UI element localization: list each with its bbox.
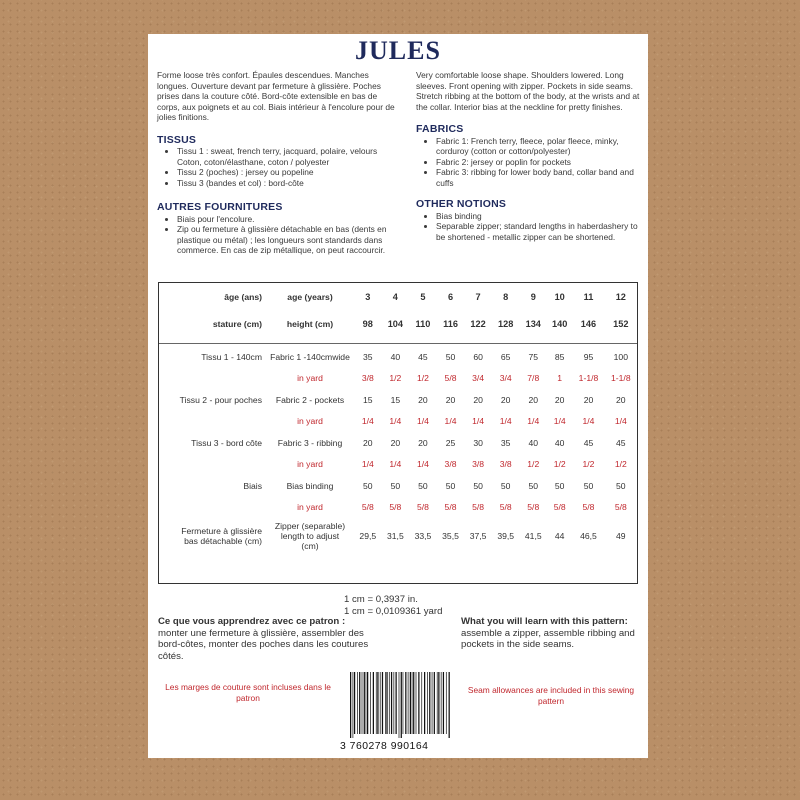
- zip-cell: 33,5: [414, 531, 432, 541]
- table-row: [159, 475, 637, 497]
- yard-cell: 5/8: [527, 502, 540, 513]
- yard-cell: 5/8: [614, 502, 627, 513]
- age-cell: 11: [583, 291, 594, 302]
- height-cell: 146: [580, 318, 597, 329]
- yard-cell: 1/4: [416, 416, 429, 427]
- cm-cell: 50: [554, 480, 565, 491]
- yard-cell: 1/2: [614, 459, 627, 470]
- cm-cell: 50: [418, 480, 428, 491]
- barcode-digits: 3 760278 990164: [340, 741, 429, 752]
- list-item: • Fabric 3: ribbing for lower body band, collar band and cuffs: [436, 167, 642, 188]
- row-label-en: Fabric 2 - pockets: [275, 394, 345, 405]
- empty-cell: [159, 411, 266, 433]
- learn-fr: [158, 616, 378, 662]
- barcode-bar: [427, 672, 428, 734]
- learn-en: [461, 616, 651, 651]
- barcode-bar: [357, 672, 358, 734]
- yard-cell: 5/8: [389, 502, 402, 513]
- height-label-en: height (cm): [286, 318, 334, 329]
- separator-line: [159, 343, 637, 344]
- zip-label-line: length to adjust: [280, 531, 340, 541]
- cm-cell: 20: [500, 394, 511, 405]
- barcode-bar: [367, 672, 368, 734]
- cm-cell: 50: [528, 480, 539, 491]
- list-item: • Biais pour l'encolure.: [177, 214, 395, 225]
- yard-cell: 1/4: [582, 416, 595, 427]
- barcode-bar: [394, 672, 395, 734]
- cm-cell: 40: [528, 437, 539, 448]
- zip-cell: 39,5: [497, 531, 515, 541]
- english-column: [416, 70, 642, 242]
- table-row: [159, 411, 637, 433]
- zip-label-line: bas détachable (cm): [184, 536, 262, 546]
- yard-cell: 5/8: [416, 502, 429, 513]
- zip-cell: 44: [554, 531, 565, 541]
- age-cell: 10: [554, 291, 565, 302]
- row-separator: [159, 337, 637, 346]
- table-row: [159, 346, 637, 368]
- cm-cell: 25: [445, 437, 456, 448]
- barcode-bar: [405, 672, 406, 734]
- cm-cell: 85: [554, 351, 565, 362]
- zip-cell: 31,5: [387, 531, 404, 541]
- list-item: • Tissu 2 (poches) : jersey ou popeline: [177, 167, 395, 178]
- cm-cell: 50: [445, 351, 456, 362]
- zip-cell: 49: [616, 531, 626, 541]
- fr-tissus-list: [157, 146, 395, 188]
- yard-cell: 7/8: [527, 373, 540, 384]
- row-label-fr: Biais: [243, 480, 262, 491]
- yard-cell: 1: [557, 373, 563, 384]
- en-notions-heading: OTHER NOTIONS: [416, 198, 507, 210]
- height-cell: 152: [613, 318, 629, 329]
- row-label-fr: Tissu 2 - pour poches: [179, 394, 262, 405]
- height-label-fr: stature (cm): [212, 318, 262, 329]
- yard-cell: 1/2: [582, 459, 595, 470]
- yard-cell: 1/2: [553, 459, 566, 470]
- cm-cell: 20: [616, 394, 626, 405]
- cm-cell: 40: [390, 351, 401, 362]
- yard-cell: 5/8: [582, 502, 595, 513]
- zip-label-line: Fermeture à glissière: [181, 526, 262, 536]
- age-label-fr: âge (ans): [224, 291, 262, 302]
- yard-cell: 1/2: [527, 459, 540, 470]
- barcode-bar: [424, 672, 425, 734]
- cm-cell: 15: [363, 394, 373, 405]
- empty-cell: [159, 454, 266, 476]
- barcode-bar: [354, 672, 355, 734]
- barcode-bar: [432, 672, 433, 734]
- age-cell: 7: [475, 291, 481, 302]
- barcode-bar: [438, 672, 439, 734]
- yard-cell: 5/8: [444, 502, 457, 513]
- yard-cell: 1/4: [499, 416, 512, 427]
- barcode-bar: [382, 672, 383, 734]
- yard-cell: 3/8: [472, 459, 485, 470]
- conversions: [344, 594, 442, 617]
- learn-en-text: assemble a zipper, assemble ribbing and pockets in the side seams.: [461, 627, 635, 650]
- age-cell: 5: [420, 291, 426, 302]
- barcode-bar: [359, 672, 360, 734]
- cm-cell: 100: [613, 351, 628, 362]
- learn-fr-text: monter une fermeture à glissière, assembler des bord-côtes, monter des poches dans les coutures côtés.: [158, 627, 369, 662]
- cm-cell: 20: [445, 394, 456, 405]
- height-cell: 110: [415, 318, 431, 329]
- cm-cell: 20: [390, 437, 401, 448]
- yard-cell: 1/4: [614, 416, 627, 427]
- yard-cell: 1/4: [416, 459, 429, 470]
- empty-cell: [159, 368, 266, 390]
- yard-label: in yard: [297, 502, 323, 513]
- cm-cell: 95: [583, 351, 594, 362]
- cm-cell: 20: [554, 394, 565, 405]
- barcode-bar: [377, 672, 378, 734]
- yard-cell: 3/8: [444, 459, 457, 470]
- barcode-bar: [443, 672, 444, 734]
- barcode-bar: [391, 672, 392, 734]
- barcode-bar: [366, 672, 367, 734]
- list-item: • Fabric 1: French terry, fleece, polar fleece, minky, corduroy (cotton or cotton/polyester): [436, 136, 642, 157]
- yard-cell: 1-1/8: [611, 373, 631, 384]
- barcode-bar: [376, 672, 377, 734]
- cm-cell: 50: [583, 480, 594, 491]
- size-table: [158, 282, 638, 584]
- yard-cell: 1/2: [416, 373, 429, 384]
- fr-tissus-heading: TISSUS: [157, 133, 197, 146]
- yard-cell: 5/8: [444, 373, 457, 384]
- barcode-bar: [362, 672, 363, 734]
- conversion-yard: 1 cm = 0,0109361 yard: [344, 605, 443, 617]
- barcode-bar: [370, 672, 371, 734]
- row-label-en: Fabric 1 -140cmwide: [270, 351, 350, 362]
- list-item: • Fabric 2: jersey or poplin for pockets: [436, 157, 642, 168]
- table-row: [159, 368, 637, 390]
- age-cell: 6: [447, 291, 454, 302]
- yard-cell: 1/4: [361, 416, 374, 427]
- height-cell: 134: [525, 318, 541, 329]
- height-cell: 140: [552, 318, 568, 329]
- barcode-bar: [399, 672, 400, 738]
- seam-allowance-en: Seam allowances are included in this sewing pattern: [467, 685, 635, 706]
- list-item: • Bias binding: [436, 211, 642, 222]
- yard-cell: 3/8: [499, 459, 512, 470]
- barcode-bar: [449, 672, 450, 738]
- barcode-bar: [412, 672, 413, 734]
- french-column: [157, 70, 395, 256]
- cm-cell: 60: [473, 351, 483, 362]
- yard-cell: 1/4: [527, 416, 540, 427]
- barcode-bar: [437, 672, 438, 734]
- learn-en-heading: What you will learn with this pattern:: [461, 616, 628, 627]
- yard-cell: 1/4: [361, 459, 374, 470]
- zip-cell: 37,5: [469, 531, 487, 541]
- yard-cell: 3/4: [472, 373, 485, 384]
- barcode-bar: [353, 672, 354, 738]
- pattern-card: [148, 34, 648, 758]
- barcode-bar: [396, 672, 397, 734]
- cm-cell: 35: [500, 437, 511, 448]
- table-row: [159, 454, 637, 476]
- cm-cell: 45: [418, 351, 428, 362]
- yard-cell: 1-1/8: [578, 373, 599, 384]
- yard-cell: 5/8: [499, 502, 512, 513]
- barcode-bar: [364, 672, 365, 734]
- cm-cell: 45: [616, 437, 626, 448]
- yard-cell: 1/4: [389, 416, 402, 427]
- barcode-bar: [410, 672, 411, 734]
- age-cell: 3: [365, 291, 371, 302]
- barcode-bar: [401, 672, 402, 738]
- yard-cell: 1/4: [553, 416, 566, 427]
- height-cell: 104: [387, 318, 404, 329]
- row-label-en: Bias binding: [286, 480, 334, 491]
- barcode-bar: [416, 672, 417, 734]
- list-item: • Separable zipper; standard lengths in haberdashery to be shortened - metallic zipper can be shortened.: [436, 221, 642, 242]
- barcode-bar: [389, 672, 390, 734]
- yard-cell: 1/2: [389, 373, 402, 384]
- yard-cell: 3/8: [361, 373, 374, 384]
- barcode-bar: [386, 672, 387, 734]
- cm-cell: 30: [473, 437, 483, 448]
- en-notions-list: [416, 211, 642, 243]
- cm-cell: 20: [473, 394, 483, 405]
- learn-fr-heading: Ce que vous apprendrez avec ce patron :: [158, 616, 346, 627]
- cm-cell: 35: [363, 351, 373, 362]
- fr-autres-list: [157, 214, 395, 256]
- empty-cell: [159, 497, 266, 519]
- zip-cell: 35,5: [442, 531, 459, 541]
- list-item: • Zip ou fermeture à glissière détachable en bas (dents en plastique ou métal) ; les longueurs sont standards dans commerce. En cas de zip métallique, on peut raccourcir.: [177, 224, 395, 256]
- yard-cell: 1/4: [444, 416, 457, 427]
- age-label-en: age (years): [287, 291, 333, 302]
- barcode-bar: [429, 672, 430, 734]
- row-label-fr: Tissu 1 - 140cm: [201, 351, 262, 362]
- list-item: • Tissu 1 : sweat, french terry, jacquard, polaire, velours Coton, coton/élasthane, coton / polyester: [177, 146, 395, 167]
- age-cell: 8: [503, 291, 509, 302]
- yard-label: in yard: [297, 373, 323, 384]
- yard-label: in yard: [297, 416, 323, 427]
- barcode-bar: [385, 672, 386, 734]
- barcode-bar: [418, 672, 419, 734]
- cm-cell: 20: [418, 394, 428, 405]
- cm-cell: 50: [363, 480, 373, 491]
- barcode-bar: [380, 672, 381, 734]
- barcode-bar: [441, 672, 442, 734]
- cm-cell: 45: [583, 437, 594, 448]
- yard-cell: 3/4: [499, 373, 512, 384]
- cm-cell: 20: [363, 437, 373, 448]
- barcode-bar: [373, 672, 374, 734]
- pattern-title: JULES: [355, 36, 441, 65]
- table-row: [159, 432, 637, 454]
- zip-label-fr: [159, 518, 266, 554]
- table-row: [159, 310, 637, 337]
- yard-cell: 5/8: [472, 502, 485, 513]
- barcode-bar: [434, 672, 435, 734]
- barcode-bar: [408, 672, 409, 734]
- cm-cell: 20: [528, 394, 539, 405]
- en-intro: Very comfortable loose shape. Shoulders lowered. Long sleeves. Front opening with zipper. Pockets in side seams. Stretch ribbing at the bottom of the body, at the wrists and at the collar. Interior bias at the neckline for pretty finishes.: [416, 70, 640, 112]
- yard-cell: 5/8: [553, 502, 566, 513]
- height-cell: 128: [498, 318, 514, 329]
- barcode-bar: [421, 672, 422, 734]
- barcode-bar: [413, 672, 414, 734]
- row-label-en: Fabric 3 - ribbing: [277, 437, 343, 448]
- barcode-image: [348, 672, 452, 738]
- cm-cell: 65: [500, 351, 511, 362]
- cm-cell: 50: [445, 480, 456, 491]
- separator-row: [159, 337, 637, 346]
- cm-cell: 50: [473, 480, 483, 491]
- height-cell: 116: [443, 318, 458, 329]
- zip-label-line: (cm): [301, 541, 319, 551]
- age-cell: 4: [392, 291, 398, 302]
- cm-cell: 50: [390, 480, 401, 491]
- list-item: • Tissu 3 (bandes et col) : bord-côte: [177, 178, 395, 189]
- zip-cell: 46,5: [580, 531, 597, 541]
- table-row: [159, 389, 637, 411]
- zip-cell: 41,5: [524, 531, 542, 541]
- cm-cell: 40: [554, 437, 565, 448]
- cm-cell: 15: [390, 394, 401, 405]
- fr-autres-heading: AUTRES FOURNITURES: [157, 201, 283, 213]
- table-row: [159, 497, 637, 519]
- cm-cell: 50: [500, 480, 511, 491]
- cm-cell: 20: [583, 394, 594, 405]
- height-cell: 122: [470, 318, 486, 329]
- zip-cell: 29,5: [359, 531, 377, 541]
- barcode-bar: [350, 672, 351, 738]
- age-cell: 12: [615, 291, 626, 302]
- yard-label: in yard: [297, 459, 323, 470]
- table-row: [159, 283, 637, 310]
- barcode-bar: [446, 672, 447, 734]
- table-row: [159, 518, 637, 554]
- en-fabrics-list: [416, 136, 642, 189]
- cm-cell: 20: [418, 437, 428, 448]
- cm-cell: 75: [528, 351, 539, 362]
- yard-cell: 1/4: [472, 416, 485, 427]
- cm-cell: 50: [616, 480, 626, 491]
- zip-label-en: [266, 518, 354, 554]
- seam-allowance-fr: Les marges de couture sont incluses dans le patron: [165, 682, 331, 703]
- row-label-fr: Tissu 3 - bord côte: [191, 437, 262, 448]
- zip-label-line: Zipper (separable): [274, 521, 346, 531]
- yard-cell: 5/8: [361, 502, 374, 513]
- conversion-inch: 1 cm = 0,3937 in.: [344, 594, 418, 605]
- en-fabrics-heading: FABRICS: [416, 123, 464, 135]
- height-cell: 98: [362, 318, 373, 329]
- yard-cell: 1/4: [389, 459, 402, 470]
- barcode-bar: [403, 672, 404, 734]
- size-table-body: [159, 283, 637, 554]
- age-cell: 9: [530, 291, 536, 302]
- fr-intro: Forme loose très confort. Épaules descendues. Manches longues. Ouverture devant par fermeture à glissière. Poches prises dans la couture côté. Bord-côte extensible en bas de corps, aux poignets et au col. Biais intérieur à l'encolure pour de jolies finitions.: [157, 70, 395, 122]
